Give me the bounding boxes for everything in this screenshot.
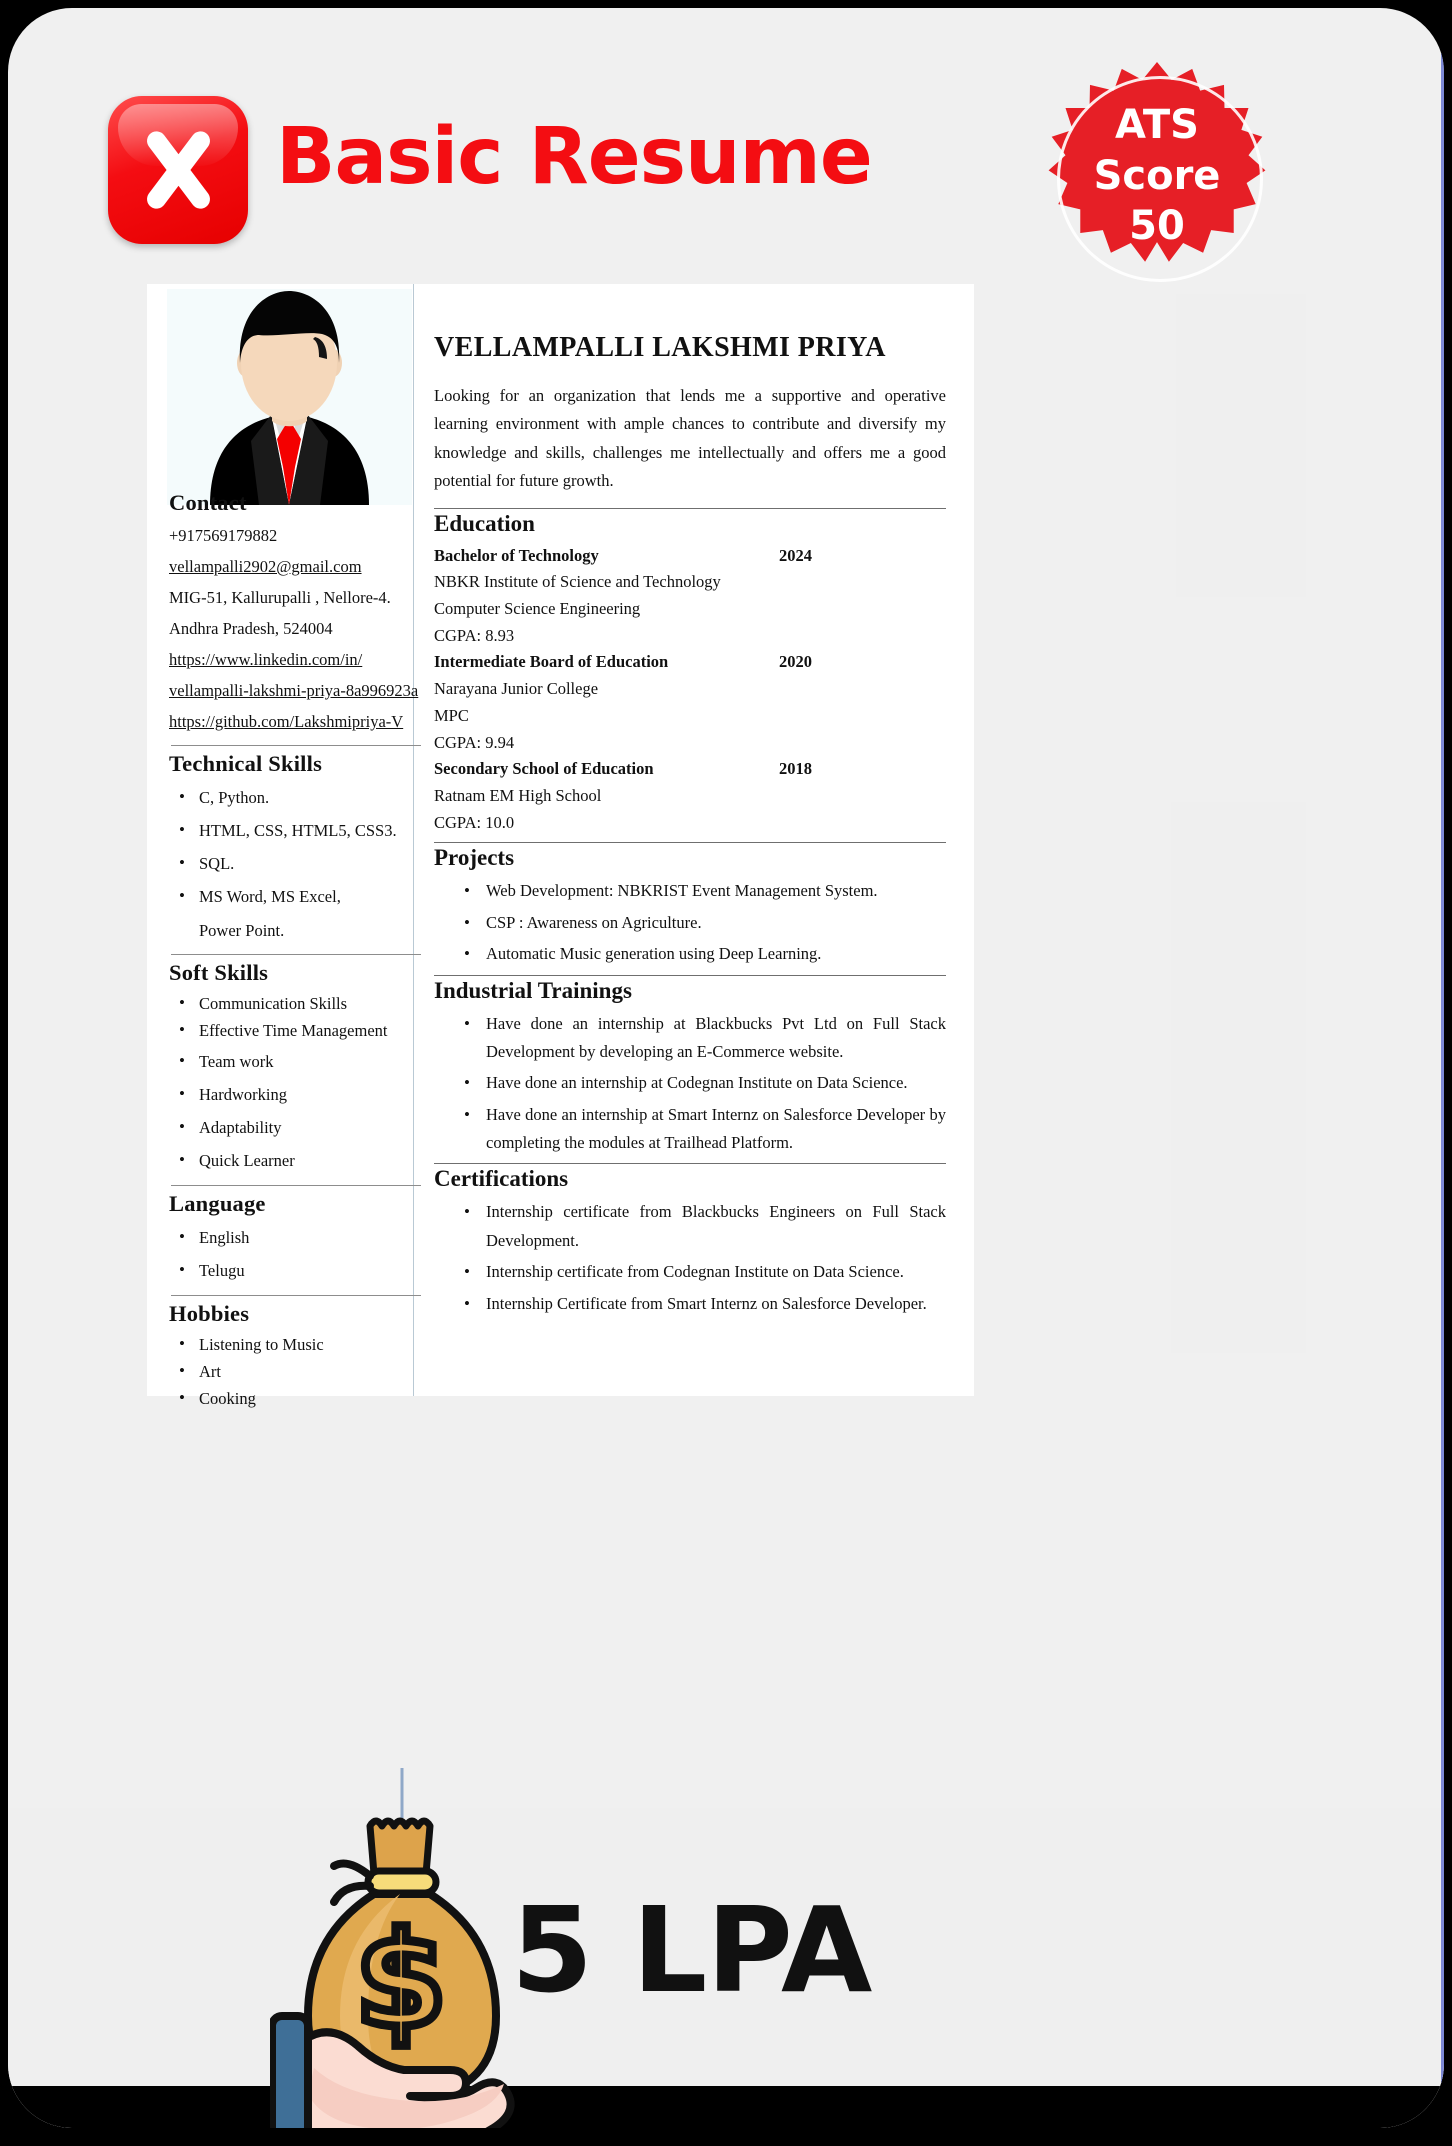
list-item: • English — [199, 1221, 423, 1254]
education-heading: Education — [434, 510, 535, 536]
divider — [434, 975, 946, 976]
poster-card — [8, 8, 1444, 2128]
contact-linkedin-1[interactable]: https://www.linkedin.com/in/ — [169, 650, 363, 670]
list-item: • Hardworking — [199, 1078, 423, 1111]
hobbies-list — [169, 1331, 423, 1413]
list-item: • Adaptability — [199, 1111, 423, 1144]
divider — [434, 508, 946, 509]
list-item: • Have done an internship at Blackbucks Pvt Ltd on Full Stack Development by developing an E-Commerce website. — [486, 1010, 946, 1067]
list-item: • C, Python. — [199, 781, 423, 814]
svg-text:$: $ — [355, 1904, 447, 2058]
resume-left-column — [147, 284, 419, 1408]
education-degree: Bachelor of Technology — [434, 545, 599, 565]
list-item: • Have done an internship at Smart Internz on Salesforce Developer by completing the modules at Trailhead Platform. — [486, 1101, 946, 1158]
education-cgpa: CGPA: 8.93 — [434, 625, 515, 645]
list-item: • Internship certificate from Codegnan Institute on Data Science. — [486, 1258, 946, 1286]
resume-right-column — [414, 284, 974, 1396]
technical-skills-list — [169, 781, 423, 913]
contact-email[interactable]: vellampalli2902@gmail.com — [169, 557, 362, 577]
education-field: Computer Science Engineering — [434, 598, 641, 618]
technical-skills-continuation: Power Point. — [199, 921, 285, 941]
education-cgpa: CGPA: 9.94 — [434, 732, 515, 752]
education-institution: Narayana Junior College — [434, 679, 599, 699]
contact-linkedin-2[interactable]: vellampalli-lakshmi-priya-8a996923a — [169, 681, 419, 701]
soft-skills-list — [169, 990, 423, 1176]
list-item: • Art — [199, 1358, 423, 1385]
education-cgpa: CGPA: 10.0 — [434, 812, 515, 832]
list-item: • Internship certificate from Blackbucks Engineers on Full Stack Development. — [486, 1198, 946, 1255]
divider — [171, 1185, 421, 1186]
left-column-body — [169, 490, 423, 1414]
list-item: • Effective Time Management — [199, 1017, 423, 1044]
salary-text: 5 LPA — [511, 1881, 872, 2019]
soft-skills-heading: Soft Skills — [169, 960, 269, 986]
contact-address2: Andhra Pradesh, 524004 — [169, 619, 333, 639]
divider — [171, 954, 421, 955]
list-item: • Listening to Music — [199, 1331, 423, 1358]
contact-address1: MIG-51, Kallurupalli , Nellore-4. — [169, 588, 391, 608]
list-item: • MS Word, MS Excel, — [199, 880, 423, 913]
candidate-name: VELLAMPALLI LAKSHMI PRIYA — [434, 332, 886, 363]
education-institution: Ratnam EM High School — [434, 785, 602, 805]
technical-skills-heading: Technical Skills — [169, 751, 323, 777]
page-title: Basic Resume — [276, 112, 872, 202]
money-bag-in-hand-icon — [270, 1768, 530, 2128]
projects-list — [434, 877, 946, 968]
ats-label-line2: Score — [1093, 152, 1221, 199]
contact-phone: +917569179882 — [169, 526, 278, 545]
language-list — [169, 1221, 423, 1287]
page-edge-notch-bottom — [1171, 802, 1306, 1353]
education-entry — [434, 649, 946, 756]
education-degree: Intermediate Board of Education — [434, 652, 669, 672]
contact-lines — [169, 520, 423, 737]
card-right-edge — [1441, 8, 1444, 2128]
x-mark-icon — [108, 96, 248, 244]
language-heading: Language — [169, 1190, 266, 1216]
list-item: • Web Development: NBKRIST Event Management System. — [486, 877, 946, 905]
certifications-list — [434, 1198, 946, 1318]
divider — [434, 842, 946, 843]
education-degree: Secondary School of Education — [434, 759, 654, 779]
education-year: 2020 — [779, 652, 812, 672]
hobbies-heading: Hobbies — [169, 1300, 250, 1326]
ats-label-line1: ATS — [1115, 101, 1199, 148]
list-item: • Communication Skills — [199, 990, 423, 1017]
education-year: 2018 — [779, 759, 812, 779]
list-item: • HTML, CSS, HTML5, CSS3. — [199, 814, 423, 847]
list-item: • Quick Learner — [199, 1144, 423, 1177]
contact-github[interactable]: https://github.com/Lakshmipriya-V — [169, 712, 404, 732]
ats-score-text — [1043, 62, 1271, 290]
education-year: 2024 — [779, 545, 812, 565]
resume-page — [147, 284, 974, 1408]
list-item: • SQL. — [199, 847, 423, 880]
divider — [171, 745, 421, 746]
education-entry — [434, 543, 946, 650]
divider — [171, 1295, 421, 1296]
ats-score-badge — [1043, 62, 1271, 290]
certifications-heading: Certifications — [434, 1166, 569, 1192]
divider — [434, 1163, 946, 1164]
projects-heading: Projects — [434, 845, 515, 871]
objective-paragraph: Looking for an organization that lends me a supportive and operative learning environment with ample chances to contribute and diversify my knowledge and skills, challenges me intellectually and offers me a good potential for future growth. — [434, 386, 946, 491]
list-item: • CSP : Awareness on Agriculture. — [486, 909, 946, 937]
list-item: • Have done an internship at Codegnan Institute on Data Science. — [486, 1069, 946, 1097]
trainings-heading: Industrial Trainings — [434, 977, 632, 1003]
education-entry — [434, 756, 946, 836]
contact-heading: Contact — [169, 490, 247, 515]
list-item: • Team work — [199, 1045, 423, 1078]
list-item: • Automatic Music generation using Deep Learning. — [486, 940, 946, 968]
trainings-list — [434, 1010, 946, 1158]
footer-black-strip — [8, 2086, 1444, 2128]
person-avatar-icon — [167, 289, 412, 505]
ats-score-value: 50 — [1129, 203, 1185, 250]
page-edge-notch-top — [1176, 294, 1306, 597]
list-item: • Cooking — [199, 1385, 423, 1412]
list-item: • Internship Certificate from Smart Internz on Salesforce Developer. — [486, 1290, 946, 1318]
list-item: • Telugu — [199, 1254, 423, 1287]
education-institution: NBKR Institute of Science and Technology — [434, 572, 721, 592]
education-field: MPC — [434, 705, 469, 725]
